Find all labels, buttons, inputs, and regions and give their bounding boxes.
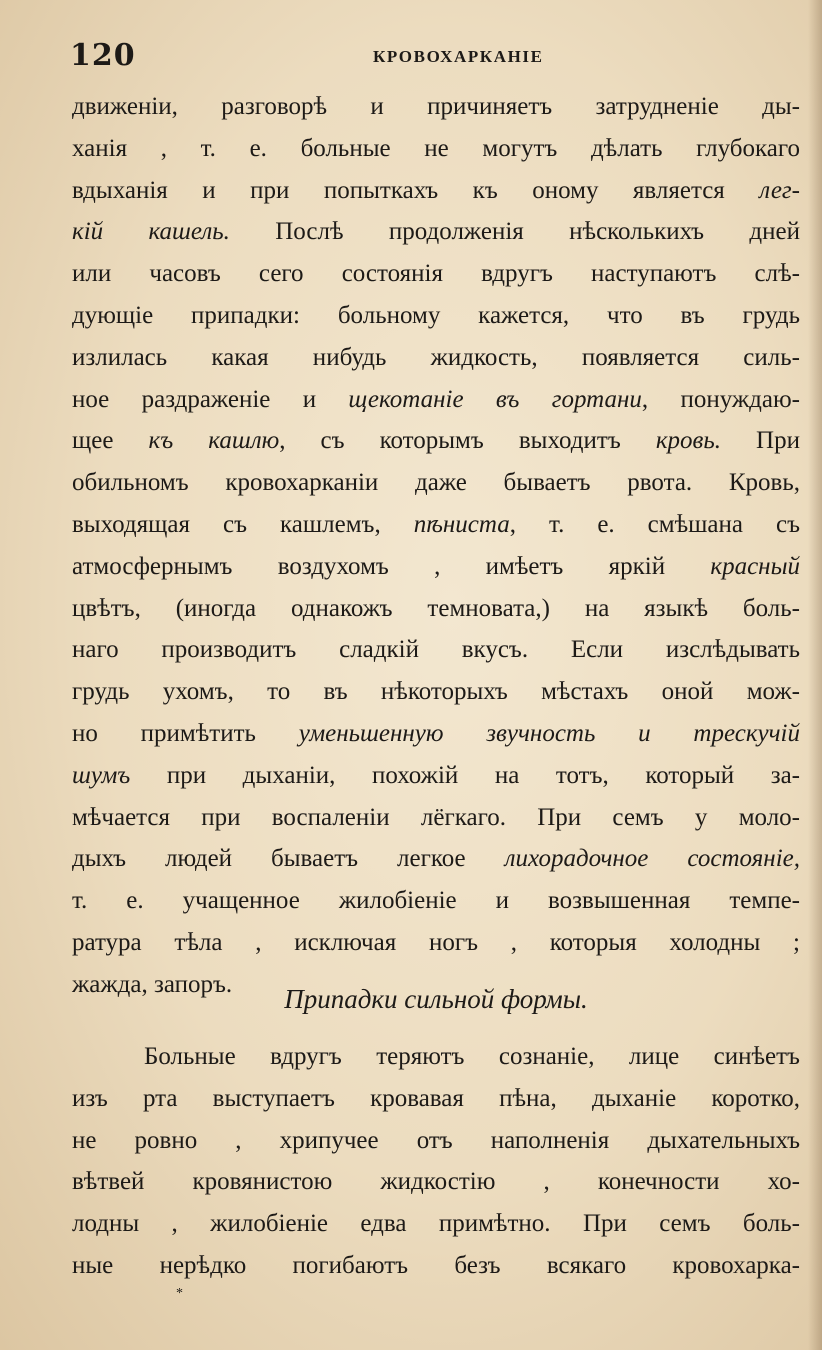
text-line bbox=[72, 1036, 800, 1078]
italic-text: лихорадочное состояніе, bbox=[504, 845, 800, 873]
text-line bbox=[72, 755, 800, 797]
text-line bbox=[72, 1078, 800, 1120]
text-line bbox=[72, 420, 800, 462]
text-run: вдыханія и при попыткахъ къ оному является bbox=[72, 176, 760, 204]
text-run: ратура тѣла , исключая ногъ , которыя холодны ; bbox=[72, 928, 800, 956]
text-run: Больные вдругъ теряютъ сознаніе, лице синѣетъ bbox=[144, 1043, 800, 1070]
text-line bbox=[72, 1203, 800, 1245]
text-line bbox=[72, 379, 800, 421]
text-line bbox=[72, 797, 800, 839]
paragraph-symptoms bbox=[72, 86, 800, 1006]
text-line bbox=[72, 629, 800, 671]
text-run: ханія , т. е. больные не могутъ дѣлать глубокаго bbox=[72, 134, 800, 162]
italic-text: кій кашель. bbox=[72, 218, 230, 246]
text-run: т. е. учащенное жилобіеніе и возвышенная темпе- bbox=[72, 887, 800, 915]
italic-text: шумъ bbox=[72, 761, 131, 789]
italic-text: кровь. bbox=[655, 427, 721, 455]
text-line bbox=[72, 211, 800, 253]
footer-mark: * bbox=[176, 1286, 183, 1301]
text-run: выходящая съ кашлемъ, bbox=[72, 510, 414, 538]
text-run: ное раздраженіе и bbox=[72, 385, 349, 413]
text-run: , т. е. смѣшана съ bbox=[509, 510, 801, 538]
text-run: щее bbox=[72, 427, 149, 455]
page-header bbox=[70, 38, 800, 78]
text-run: дыхъ людей бываетъ легкое bbox=[72, 845, 505, 873]
italic-text: лег- bbox=[759, 176, 800, 204]
text-line bbox=[72, 546, 800, 588]
text-line bbox=[72, 880, 800, 922]
text-line bbox=[72, 504, 800, 546]
text-run: дующіе припадки: больному кажется, что въ грудь bbox=[72, 301, 800, 329]
text-run: , понуждаю- bbox=[641, 385, 800, 413]
text-line bbox=[72, 1245, 800, 1287]
section-subheading: Припадки сильной формы. bbox=[284, 984, 588, 1014]
italic-text: къ кашлю bbox=[148, 427, 280, 455]
text-run: или часовъ сего состоянія вдругъ наступаютъ слѣ- bbox=[72, 260, 800, 288]
text-line bbox=[72, 170, 800, 212]
text-run: атмосфернымъ воздухомъ , имѣетъ яркій bbox=[72, 552, 711, 580]
text-run: ные нерѣдко погибаютъ безъ всякаго кровохарка- bbox=[72, 1251, 800, 1279]
text-line bbox=[72, 671, 800, 713]
text-run: вѣтвей кровянистою жидкостію , конечности хо- bbox=[72, 1168, 800, 1196]
text-line bbox=[72, 462, 800, 504]
text-run: грудь ухомъ, то въ нѣкоторыхъ мѣстахъ оной мож- bbox=[72, 678, 800, 706]
page-edge-shadow bbox=[808, 0, 822, 1350]
text-line bbox=[72, 1161, 800, 1203]
text-line bbox=[72, 337, 800, 379]
text-run: при дыханіи, похожій на тотъ, который за- bbox=[130, 761, 800, 789]
paragraph-severe-form bbox=[72, 1036, 800, 1287]
text-run: но примѣтить bbox=[72, 719, 299, 747]
text-line bbox=[72, 1120, 800, 1162]
text-line bbox=[72, 588, 800, 630]
text-run: , съ которымъ выходитъ bbox=[279, 427, 656, 455]
text-run: Послѣ продолженія нѣсколькихъ дней bbox=[229, 218, 800, 246]
text-run: При bbox=[721, 427, 800, 455]
text-line bbox=[72, 86, 800, 128]
text-run: движеніи, разговорѣ и причиняетъ затрудненіе ды- bbox=[72, 93, 800, 120]
italic-text: пѣниста bbox=[413, 510, 510, 538]
italic-text: щекотаніе въ гортани bbox=[348, 385, 642, 413]
text-run: лодны , жилобіеніе едва примѣтно. При семъ боль- bbox=[72, 1210, 800, 1238]
text-run: жажда, запоръ. bbox=[72, 970, 233, 998]
italic-text: красный bbox=[710, 552, 800, 580]
running-head: КРОВОХАРКАНІЕ bbox=[373, 47, 544, 66]
text-line bbox=[72, 838, 800, 880]
text-line bbox=[72, 713, 800, 755]
text-run: излилась какая нибудь жидкость, появляется силь- bbox=[72, 343, 800, 371]
text-run: наго производитъ сладкій вкусъ. Если изслѣдывать bbox=[72, 636, 800, 664]
text-line bbox=[72, 128, 800, 170]
text-run: обильномъ кровохарканіи даже бываетъ рвота. Кровь, bbox=[72, 469, 800, 497]
text-run: мѣчается при воспаленіи лёгкаго. При семъ у моло- bbox=[72, 803, 800, 831]
text-run: цвѣтъ, (иногда однакожъ темновата,) на языкѣ боль- bbox=[72, 594, 800, 622]
text-run: не ровно , хрипучее отъ наполненія дыхательныхъ bbox=[72, 1126, 800, 1154]
page-number: 120 bbox=[70, 38, 136, 73]
text-line bbox=[72, 253, 800, 295]
italic-text: уменьшенную звучность и трескучій bbox=[298, 719, 800, 747]
text-run: изъ рта выступаетъ кровавая пѣна, дыханіе коротко, bbox=[72, 1084, 800, 1112]
text-line bbox=[72, 295, 800, 337]
text-line bbox=[72, 922, 800, 964]
